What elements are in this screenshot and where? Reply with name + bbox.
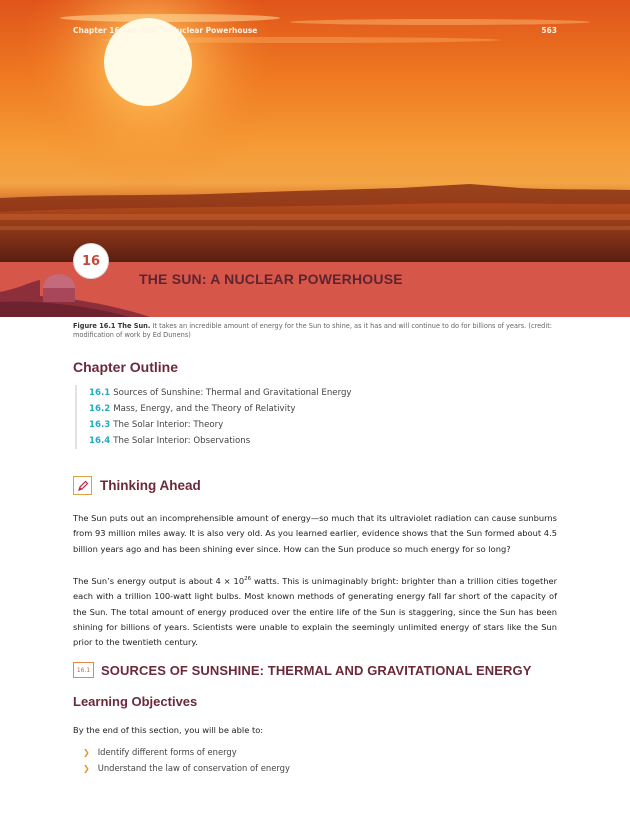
learning-objectives-list bbox=[83, 744, 290, 776]
chevron-right-icon: ❯ bbox=[83, 747, 90, 757]
learning-objectives-heading: Learning Objectives bbox=[73, 694, 198, 709]
outline-item[interactable] bbox=[89, 433, 352, 449]
outline-item-label: Sources of Sunshine: Thermal and Gravitational Energy bbox=[113, 388, 352, 398]
running-header bbox=[73, 26, 557, 35]
chapter-number-badge: 16 bbox=[73, 243, 109, 279]
thinking-ahead-heading: Thinking Ahead bbox=[100, 478, 201, 493]
chapter-hero-image bbox=[0, 0, 630, 262]
outline-item-label: Mass, Energy, and the Theory of Relativity bbox=[113, 404, 296, 414]
figure-text: It takes an incredible amount of energy for the Sun to shine, as it has and will continue to do for billions of years. (credit: modification of work by Ed Dunens) bbox=[73, 322, 553, 339]
outline-item[interactable] bbox=[89, 385, 352, 401]
thinking-ahead-paragraph-2 bbox=[73, 574, 557, 650]
outline-item-number: 16.1 bbox=[89, 388, 111, 398]
figure-caption bbox=[73, 322, 563, 340]
figure-label: Figure 16.1 The Sun. bbox=[73, 322, 151, 330]
section-title: SOURCES OF SUNSHINE: THERMAL AND GRAVITATIONAL ENERGY bbox=[101, 662, 532, 678]
sunset-photo bbox=[0, 0, 630, 262]
objective-label: Identify different forms of energy bbox=[97, 747, 237, 757]
chapter-outline-heading: Chapter Outline bbox=[73, 359, 179, 375]
outline-item-label: The Solar Interior: Theory bbox=[113, 420, 224, 430]
learning-objectives-intro: By the end of this section, you will be able to: bbox=[73, 725, 264, 735]
outline-item-number: 16.2 bbox=[89, 404, 111, 414]
objective-label: Understand the law of conservation of energy bbox=[97, 763, 290, 773]
chapter-title: THE SUN: A NUCLEAR POWERHOUSE bbox=[139, 271, 403, 287]
outline-item[interactable] bbox=[89, 417, 352, 433]
section-header bbox=[73, 662, 531, 678]
section-number-badge: 16.1 bbox=[73, 662, 94, 678]
outline-item-number: 16.3 bbox=[89, 420, 111, 430]
exponent: 26 bbox=[244, 576, 252, 582]
thinking-ahead-paragraph-1: The Sun puts out an incomprehensible amount of energy—so much that its ultraviolet radiation can cause sunburns from 93 million miles away. It is also very old. As you learned earlier, evidence shows that the Sun formed about 4.5 billion years ago and has been shining ever since. How can the Sun produce so much energy for so long? bbox=[73, 513, 557, 554]
running-header-chapter: Chapter 16 The Sun: A Nuclear Powerhouse bbox=[73, 26, 258, 35]
chapter-outline-list bbox=[75, 385, 352, 449]
outline-item[interactable] bbox=[89, 401, 352, 417]
energy-output-text: The Sun’s energy output is about 4 × 10 bbox=[73, 576, 245, 586]
outline-item-label: The Solar Interior: Observations bbox=[113, 436, 251, 446]
chevron-right-icon: ❯ bbox=[83, 763, 90, 773]
energy-output-text-cont: watts. This is unimaginably bright: brighter than a trillion cities together each with a trillion 100-watt light bulbs. Most known methods of generating energy fall far short of the capacity of the Sun. The total amount of energy produced over the entire life of the Sun is staggering, since the Sun has been shining for billions of years. Scientists were unable to explain the seemingly unlimited energy of stars like the Sun prior to the twentieth century. bbox=[73, 576, 558, 648]
page-number: 563 bbox=[541, 26, 557, 35]
objective-item bbox=[83, 744, 290, 760]
objective-item bbox=[83, 760, 290, 776]
thinking-ahead-header bbox=[73, 476, 201, 495]
pencil-icon bbox=[73, 476, 92, 495]
outline-item-number: 16.4 bbox=[89, 436, 111, 446]
